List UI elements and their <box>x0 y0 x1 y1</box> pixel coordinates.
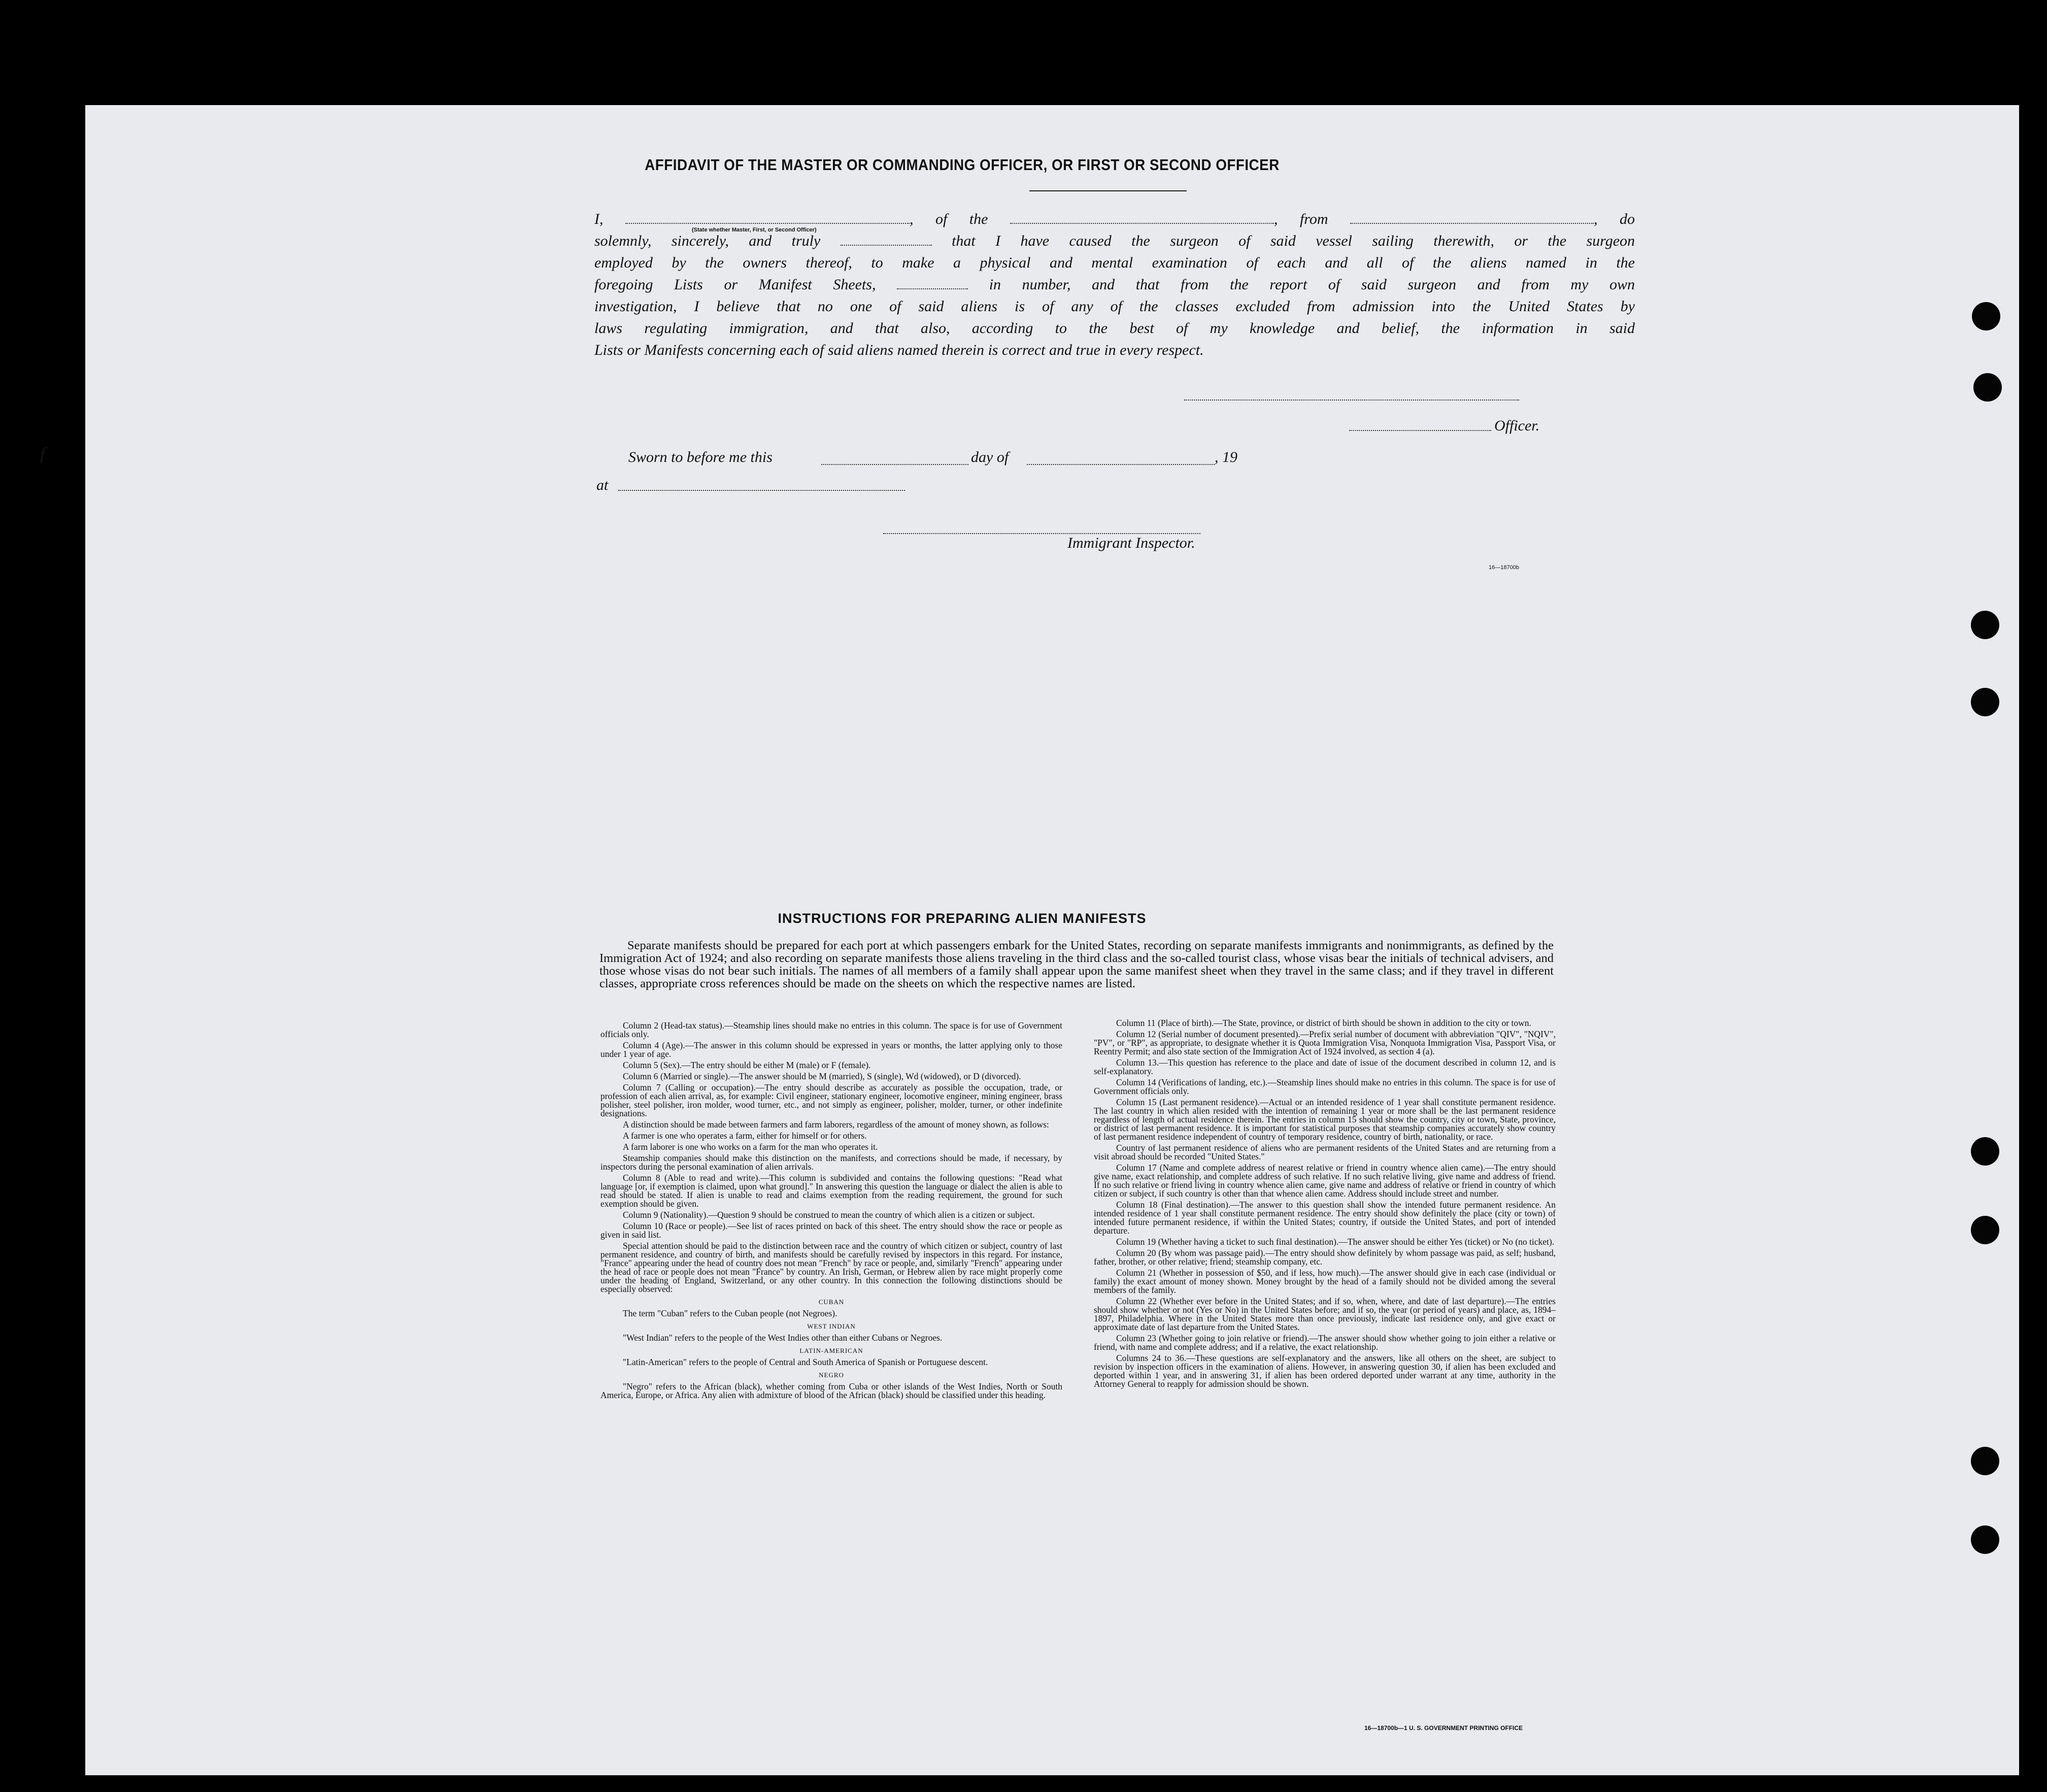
at-place-blank[interactable] <box>618 490 905 491</box>
signature-line[interactable] <box>1184 400 1519 401</box>
punch-hole <box>1972 302 2000 330</box>
instruction-paragraph: Column 21 (Whether in possession of $50, and if less, how much).—The answer should give in each case (individual or family) the exact amount of money shown. Money brought by the head of a family should not be divided among the several members of the family. <box>1094 1268 1556 1295</box>
instruction-paragraph: A farm laborer is one who works on a farm for the man who operates it. <box>623 1142 878 1152</box>
instruction-paragraph: Column 13.—This question has reference to the place and date of issue of the document described in column 12, and is self-explanatory. <box>1094 1057 1556 1076</box>
instruction-paragraph: Column 2 (Head-tax status).—Steamship lines should make no entries in this column. The space is for use of Government officials only. <box>600 1020 1062 1039</box>
affidavit-line-3: employed by the owners thereof, to make a physical and mental examination of each and all of the aliens named in the <box>594 254 1635 271</box>
punch-hole <box>1971 688 1999 716</box>
inspector-label: Immigrant Inspector. <box>1067 535 1195 551</box>
west-indian-heading: WEST INDIAN <box>807 1322 856 1330</box>
cuban-heading: CUBAN <box>818 1298 845 1306</box>
instruction-paragraph: Steamship companies should make this distinction on the manifests, and corrections should be made, if necessary, by inspectors during the personal examination of alien arrivals. <box>600 1153 1062 1172</box>
rank-note: (State whether Master, First, or Second Officer) <box>692 227 817 233</box>
sworn-day-blank[interactable] <box>821 464 968 465</box>
affidavit-line-1: I, , of the , from , do <box>594 211 1635 227</box>
instruction-paragraph: Column 6 (Married or single).—The answer should be M (married), S (single), Wd (widowed), or D (divorced). <box>623 1071 1021 1081</box>
oath-blank[interactable] <box>841 234 932 246</box>
instruction-paragraph: Column 4 (Age).—The answer in this column should be expressed in years or months, the latter applying only to those under 1 year of age. <box>600 1040 1062 1059</box>
year-label: , 19 <box>1215 449 1237 466</box>
west-indian-definition: "West Indian" refers to the people of the West Indies other than either Cubans or Negroes. <box>623 1333 943 1343</box>
instruction-paragraph: Column 17 (Name and complete address of nearest relative or friend in country whence alien came).—The entry should give name, exact relationship, and complete address of such relative. If no such relative living, give name and address of friend. If no such relative or friend living in country whence alien came, give name and address of relative or friend in country of which citizen or subject, if such country is other than that whence alien came. Address should include street and number. <box>1094 1163 1556 1199</box>
port-blank[interactable] <box>1350 212 1594 224</box>
punch-hole <box>1971 1447 1999 1475</box>
sworn-month-blank[interactable] <box>1027 464 1215 465</box>
form-number: 16—18700b <box>1489 565 1519 571</box>
instruction-paragraph: Column 12 (Serial number of document presented).—Prefix serial number of document with abbreviation "QIV", "NQIV", "PV", or "RP", as appropriate, to designate whether it is Quota Immigration Visa, Nonquota Immigration Visa, Passport Visa, or Reentry Permit; and also state section of the Immigration Act of 1924 involved, as section 4 (a). <box>1094 1029 1556 1056</box>
instruction-paragraph: Column 7 (Calling or occupation).—The entry should describe as accurately as possible the occupation, trade, or profession of each alien arrival, as, for example: Civil engineer, stationary engineer, locomotive engineer, mining engineer, brass polisher, steel polisher, iron molder, wood turner, etc., and not simply as engineer, polisher, molder, turner, or other indefinite designations. <box>600 1082 1062 1118</box>
at-label: at <box>596 477 609 493</box>
officer-label: Officer. <box>1494 417 1540 434</box>
punch-hole <box>1971 1525 1999 1554</box>
latin-american-definition: "Latin-American" refers to the people of Central and South America of Spanish or Portuguese descent. <box>623 1357 988 1367</box>
instruction-paragraph: A distinction should be made between farmers and farm laborers, regardless of the amount of money shown, as follows: <box>623 1119 1049 1130</box>
instruction-paragraph: Country of last permanent residence of aliens who are permanent residents of the United States and are returning from a visit abroad should be recorded "United States." <box>1094 1143 1556 1162</box>
affidavit-line-7: Lists or Manifests concerning each of said aliens named therein is correct and true in every respect. <box>594 342 1204 358</box>
latin-american-heading: LATIN-AMERICAN <box>799 1347 863 1354</box>
instruction-paragraph: Column 15 (Last permanent residence).—Actual or an intended residence of 1 year shall constitute permanent residence. The last country in which alien resided with the intention of remaining 1 year or more shall be the last permanent residence regardless of length of actual residence therein. The entries in column 15 should show the country, city or town, State, province, or district of last permanent residence. It is important for statistical purposes that steamship companies accurately show country of last permanent residence independent of country of temporary residence, country of birth, nationality, or race. <box>1094 1097 1556 1142</box>
instructions-title: INSTRUCTIONS FOR PREPARING ALIEN MANIFESTS <box>778 911 1147 926</box>
margin-mark: ƒ <box>38 442 48 465</box>
sworn-label: Sworn to before me this <box>628 449 773 466</box>
negro-definition: "Negro" refers to the African (black), whether coming from Cuba or other islands of the West Indies, North or South America, Europe, or Africa. Any alien with admixture of blood of the African (black) should be classified under this heading. <box>600 1381 1062 1400</box>
punch-hole <box>1973 373 2002 402</box>
cuban-definition: The term "Cuban" refers to the Cuban people (not Negroes). <box>623 1308 837 1318</box>
affidavit-line-6: laws regulating immigration, and that also, according to the best of my knowledge and belief, the information in said <box>594 320 1635 337</box>
instruction-paragraph: Column 9 (Nationality).—Question 9 should be construed to mean the country of which alien is a citizen or subject. <box>623 1210 1035 1220</box>
affidavit-line-2: solemnly, sincerely, and truly that I have caused the surgeon of said vessel sailing therewith, or the surgeon <box>594 233 1635 249</box>
affidavit-title: AFFIDAVIT OF THE MASTER OR COMMANDING OFFICER, OR FIRST OR SECOND OFFICER <box>645 156 1280 174</box>
affidavit-line-4: foregoing Lists or Manifest Sheets, in number, and that from the report of said surgeon and from my own <box>594 276 1635 293</box>
inspector-line[interactable] <box>883 533 1200 534</box>
instruction-paragraph: Column 20 (By whom was passage paid).—The entry should show definitely by whom passage was paid, as self; husband, father, brother, or other relative; friend; steamship company, etc. <box>1094 1248 1556 1267</box>
manifest-sheet <box>85 105 2019 1775</box>
instruction-paragraph: Column 5 (Sex).—The entry should be either M (male) or F (female). <box>623 1060 871 1070</box>
instructions-intro: Separate manifests should be prepared for each port at which passengers embark for the United States, recording on separate manifests immigrants and nonimmigrants, as defined by the Immigration Act of 1924; and also recording on separate manifests those aliens traveling in the third class and the so-called tourist class, whose visas bear the initials of technical advisers, and those whose visas do not bear such initials. The names of all members of a family shall appear upon the same manifest sheet when they travel in the same class; and if they travel in different classes, appropriate cross references should be made on the sheets on which the respective names are listed. <box>599 939 1554 990</box>
instruction-paragraph: Column 10 (Race or people).—See list of races printed on back of this sheet. The entry should show the race or people as given in said list. <box>600 1221 1062 1240</box>
instruction-paragraph: Column 11 (Place of birth).—The State, province, or district of birth should be shown in addition to the city or town. <box>1116 1018 1531 1028</box>
punch-hole <box>1971 1216 1999 1244</box>
printing-office-note: 16—18700b—1 U. S. GOVERNMENT PRINTING OFFICE <box>1364 1724 1523 1732</box>
officer-line[interactable] <box>1349 430 1491 431</box>
affidavit-line-5: investigation, I believe that no one of said aliens is of any of the classes excluded from admission into the United States by <box>594 298 1635 315</box>
title-rule <box>1029 190 1187 191</box>
day-of-label: day of <box>971 449 1009 466</box>
instruction-paragraph: Column 8 (Able to read and write).—This column is subdivided and contains the following questions: "Read what language [or, if exemption is claimed, upon what ground]." In answering this question the language or dialect the alien is able to read should be stated. If alien is unable to read and claims exemption from the reading requirement, the ground for such exemption should be given. <box>600 1173 1062 1209</box>
punch-hole <box>1971 611 1999 639</box>
instruction-paragraph: Column 19 (Whether having a ticket to such final destination).—The answer should be either Yes (ticket) or No (no ticket). <box>1116 1237 1555 1247</box>
instruction-paragraph: Column 22 (Whether ever before in the United States; and if so, when, where, and date of last departure).—The entries should show whether or not (Yes or No) in the United States before; and if so, the year (or period of years) and place, as, 1894–1897, Philadelphia. Where in the United States more than once previously, indicate last residence only, and give exact or approximate date of last departure from the United States. <box>1094 1296 1556 1332</box>
vessel-blank[interactable] <box>1010 212 1274 224</box>
negro-heading: NEGRO <box>819 1371 844 1379</box>
instruction-paragraph: Column 18 (Final destination).—The answer to this question shall show the intended future permanent residence. An intended residence of 1 year shall constitute permanent residence. The entry should show definitely the place (city or town) of intended future permanent residence, if within the United States; country, if outside the United States, and port of intended departure. <box>1094 1200 1556 1236</box>
instructions-left-column <box>600 1021 1062 1402</box>
instruction-paragraph: Special attention should be paid to the distinction between race and the country of which citizen or subject, country of last permanent residence, and country of birth, and manifests should be carefully revised by inspectors in this regard. For instance, "France" appearing under the head of country does not mean "French" by race or people, and, similarly "French" appearing under the head of race or people does not mean "France" by country. An Irish, German, or Hebrew alien by race might properly come under the heading of England, Switzerland, or any other country. In this connection the following distinctions should be especially observed: <box>600 1241 1062 1294</box>
officer-rank-blank[interactable] <box>625 212 910 224</box>
sheets-count-blank[interactable] <box>897 277 968 289</box>
instruction-paragraph: Column 23 (Whether going to join relative or friend).—The answer should show whether going to join either a relative or friend, with name and complete address; and if a relative, the exact relationship. <box>1094 1333 1556 1352</box>
instructions-right-column <box>1094 1019 1556 1391</box>
instruction-paragraph: Columns 24 to 36.—These questions are self-explanatory and the answers, like all others on the sheet, are subject to revision by inspection officers in the examination of aliens. However, in answering question 30, if alien has been excluded and deported within 1 year, and in answering 31, if alien has been ordered deported under warrant at any time, authority in the Attorney General to reapply for admission should be shown. <box>1094 1353 1556 1389</box>
instruction-paragraph: Column 14 (Verifications of landing, etc.).—Steamship lines should make no entries in this column. The space is for use of Government officials only. <box>1094 1077 1556 1096</box>
punch-hole <box>1971 1137 1999 1166</box>
instruction-paragraph: A farmer is one who operates a farm, either for himself or for others. <box>623 1131 867 1141</box>
